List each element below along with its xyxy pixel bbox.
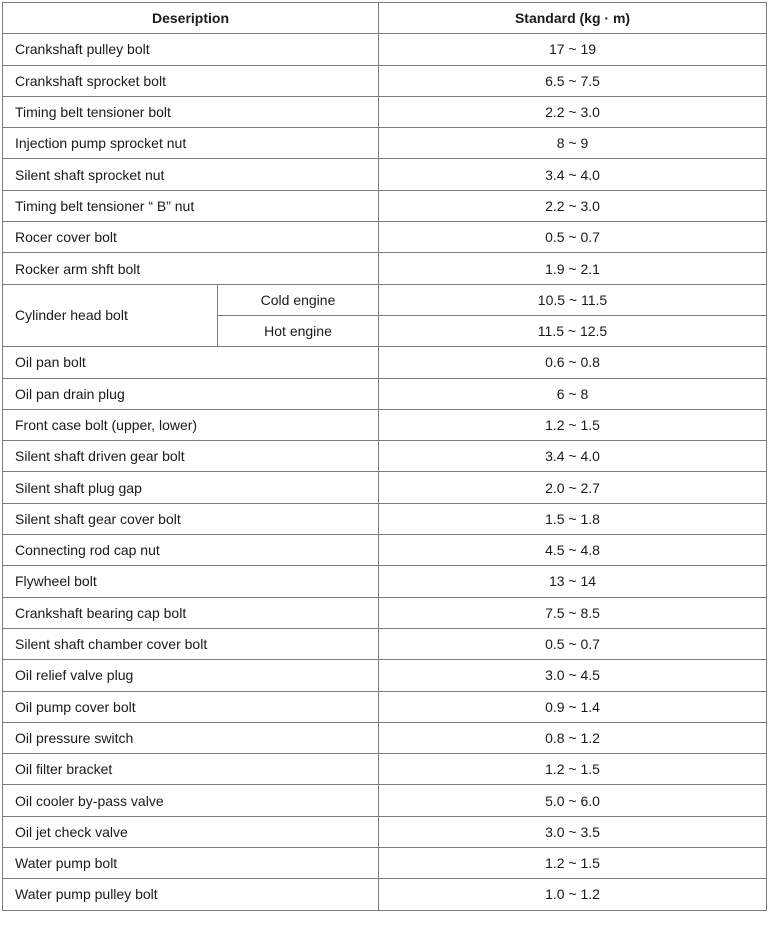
row-standard: 1.9 ~ 2.1 <box>379 253 767 284</box>
row-description: Flywheel bolt <box>3 566 379 597</box>
row-standard: 5.0 ~ 6.0 <box>379 785 767 816</box>
row-description: Silent shaft sprocket nut <box>3 159 379 190</box>
row-description: Timing belt tensioner bolt <box>3 96 379 127</box>
row-description: Silent shaft driven gear bolt <box>3 441 379 472</box>
table-row <box>3 159 767 190</box>
table-row <box>3 65 767 96</box>
table-body-after <box>3 347 767 910</box>
row-description: Oil filter bracket <box>3 754 379 785</box>
table-row <box>3 566 767 597</box>
row-standard: 11.5 ~ 12.5 <box>379 315 767 346</box>
row-standard: 0.6 ~ 0.8 <box>379 347 767 378</box>
header-description: Deseription <box>3 3 379 34</box>
table-row <box>3 722 767 753</box>
row-description: Oil pan bolt <box>3 347 379 378</box>
row-standard: 7.5 ~ 8.5 <box>379 597 767 628</box>
row-description: Crankshaft bearing cap bolt <box>3 597 379 628</box>
row-standard: 3.0 ~ 3.5 <box>379 816 767 847</box>
table-row <box>3 660 767 691</box>
row-description: Silent shaft gear cover bolt <box>3 503 379 534</box>
table-row <box>3 597 767 628</box>
table-row <box>3 128 767 159</box>
row-standard: 3.0 ~ 4.5 <box>379 660 767 691</box>
row-standard: 0.5 ~ 0.7 <box>379 628 767 659</box>
row-standard: 2.0 ~ 2.7 <box>379 472 767 503</box>
row-standard: 17 ~ 19 <box>379 34 767 65</box>
row-standard: 6.5 ~ 7.5 <box>379 65 767 96</box>
row-description: Water pump bolt <box>3 848 379 879</box>
row-description: Connecting rod cap nut <box>3 535 379 566</box>
row-standard: 4.5 ~ 4.8 <box>379 535 767 566</box>
row-description: Front case bolt (upper, lower) <box>3 409 379 440</box>
row-description: Oil relief valve plug <box>3 660 379 691</box>
table-row <box>3 816 767 847</box>
row-description: Injection pump sprocket nut <box>3 128 379 159</box>
table-row <box>3 785 767 816</box>
table-row <box>3 378 767 409</box>
row-standard: 1.5 ~ 1.8 <box>379 503 767 534</box>
row-description: Water pump pulley bolt <box>3 879 379 910</box>
row-description: Oil jet check valve <box>3 816 379 847</box>
row-description: Cylinder head bolt <box>3 284 218 347</box>
table-row <box>3 441 767 472</box>
table-row <box>3 222 767 253</box>
table-row <box>3 691 767 722</box>
row-standard: 1.2 ~ 1.5 <box>379 848 767 879</box>
torque-spec-table <box>2 2 767 911</box>
table-row <box>3 472 767 503</box>
row-description: Oil pump cover bolt <box>3 691 379 722</box>
row-standard: 8 ~ 9 <box>379 128 767 159</box>
row-description: Oil pressure switch <box>3 722 379 753</box>
row-standard: 0.5 ~ 0.7 <box>379 222 767 253</box>
table-row <box>3 754 767 785</box>
table-row <box>3 34 767 65</box>
cylinder-head-group <box>3 284 767 347</box>
table-row <box>3 879 767 910</box>
table-row <box>3 284 767 315</box>
row-description: Crankshaft pulley bolt <box>3 34 379 65</box>
row-standard: 1.2 ~ 1.5 <box>379 754 767 785</box>
table-row <box>3 347 767 378</box>
row-description: Silent shaft plug gap <box>3 472 379 503</box>
row-description: Rocker arm shft bolt <box>3 253 379 284</box>
row-description: Crankshaft sprocket bolt <box>3 65 379 96</box>
table-row <box>3 96 767 127</box>
table-row <box>3 253 767 284</box>
row-standard: 1.2 ~ 1.5 <box>379 409 767 440</box>
row-standard: 1.0 ~ 1.2 <box>379 879 767 910</box>
row-sub-description: Hot engine <box>218 315 379 346</box>
table-row <box>3 503 767 534</box>
table-row <box>3 848 767 879</box>
row-sub-description: Cold engine <box>218 284 379 315</box>
header-standard: Standard (kg · m) <box>379 3 767 34</box>
row-description: Oil cooler by-pass valve <box>3 785 379 816</box>
row-description: Timing belt tensioner “ B” nut <box>3 190 379 221</box>
table-row <box>3 535 767 566</box>
table-body-before <box>3 34 767 284</box>
row-standard: 6 ~ 8 <box>379 378 767 409</box>
row-standard: 10.5 ~ 11.5 <box>379 284 767 315</box>
row-description: Oil pan drain plug <box>3 378 379 409</box>
row-standard: 2.2 ~ 3.0 <box>379 190 767 221</box>
row-description: Silent shaft chamber cover bolt <box>3 628 379 659</box>
row-standard: 2.2 ~ 3.0 <box>379 96 767 127</box>
table-header-row <box>3 3 767 34</box>
row-standard: 0.8 ~ 1.2 <box>379 722 767 753</box>
table-row <box>3 409 767 440</box>
row-standard: 3.4 ~ 4.0 <box>379 159 767 190</box>
row-standard: 13 ~ 14 <box>379 566 767 597</box>
table-row <box>3 628 767 659</box>
table-row <box>3 190 767 221</box>
row-standard: 0.9 ~ 1.4 <box>379 691 767 722</box>
row-description: Rocer cover bolt <box>3 222 379 253</box>
row-standard: 3.4 ~ 4.0 <box>379 441 767 472</box>
